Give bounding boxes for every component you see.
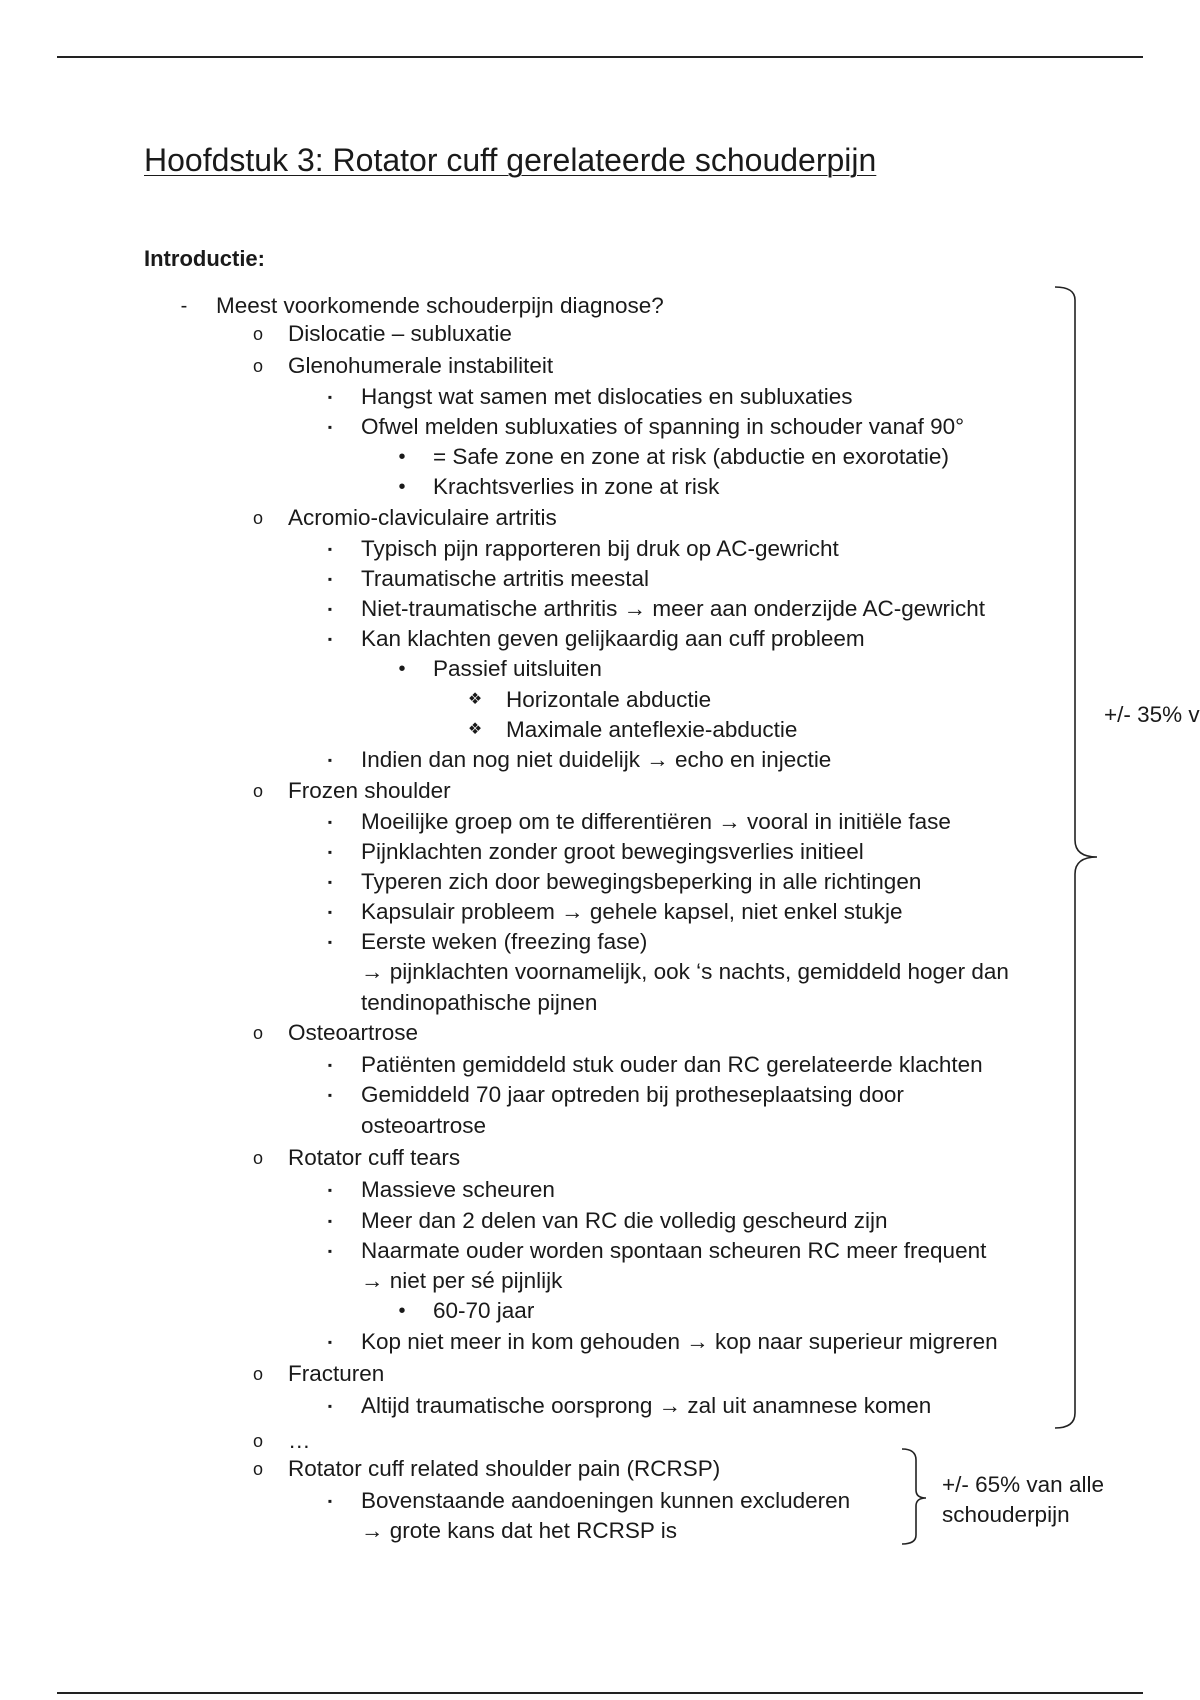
list-item: Maximale anteflexie-abductie: [506, 717, 798, 742]
list-item: Naarmate ouder worden spontaan scheuren RC meer frequent: [361, 1238, 987, 1263]
list-item: Niet-traumatische arthritis → meer aan onderzijde AC-gewricht: [361, 596, 985, 621]
square-bullet-icon: ▪: [327, 1214, 333, 1228]
list-item: = Safe zone en zone at risk (abductie en exorotatie): [433, 444, 949, 469]
list-item: Rotator cuff tears: [288, 1145, 461, 1170]
list-item: Hangst wat samen met dislocaties en subluxaties: [361, 384, 853, 409]
list-item: Frozen shoulder: [288, 778, 451, 803]
square-bullet-icon: ▪: [327, 420, 333, 434]
list-item: Horizontale abductie: [506, 687, 712, 712]
square-bullet-icon: ▪: [327, 875, 333, 889]
dot-bullet-icon: •: [398, 446, 406, 468]
list-item: Osteoartrose: [288, 1020, 419, 1045]
dot-bullet-icon: •: [398, 658, 406, 680]
list-item: Rotator cuff related shoulder pain (RCRSP): [288, 1456, 721, 1481]
list-item: Patiënten gemiddeld stuk ouder dan RC gerelateerde klachten: [361, 1052, 983, 1077]
list-item: Altijd traumatische oorsprong → zal uit anamnese komen: [361, 1393, 932, 1418]
list-item: 60-70 jaar: [433, 1298, 535, 1323]
small-brace: [902, 1449, 926, 1544]
circle-bullet-icon: o: [252, 1148, 263, 1168]
square-bullet-icon: ▪: [327, 753, 333, 767]
square-bullet-icon: ▪: [327, 1399, 333, 1413]
square-bullet-icon: ▪: [327, 390, 333, 404]
list-item: Kop niet meer in kom gehouden → kop naar superieur migreren: [361, 1329, 998, 1354]
list-item-continuation: tendinopathische pijnen: [361, 990, 598, 1015]
large-brace: [1055, 287, 1097, 1428]
list-item: Dislocatie – subluxatie: [288, 321, 512, 346]
square-bullet-icon: ▪: [327, 1335, 333, 1349]
list-item: Kapsulair probleem → gehele kapsel, niet enkel stukje: [361, 899, 903, 924]
circle-bullet-icon: o: [252, 781, 263, 801]
square-bullet-icon: ▪: [327, 1183, 333, 1197]
square-bullet-icon: ▪: [327, 542, 333, 556]
list-item: Bovenstaande aandoeningen kunnen excluderen: [361, 1488, 851, 1513]
square-bullet-icon: ▪: [327, 1494, 333, 1508]
list-item: …: [288, 1428, 311, 1453]
square-bullet-icon: ▪: [327, 935, 333, 949]
list-item: Ofwel melden subluxaties of spanning in schouder vanaf 90°: [361, 414, 965, 439]
list-item: Indien dan nog niet duidelijk → echo en injectie: [361, 747, 832, 772]
list-item: Passief uitsluiten: [433, 656, 602, 681]
dot-bullet-icon: •: [398, 1300, 406, 1322]
list-item: Glenohumerale instabiliteit: [288, 353, 554, 378]
list-item-continuation: → niet per sé pijnlijk: [361, 1268, 563, 1293]
list-item: Typeren zich door bewegingsbeperking in alle richtingen: [361, 869, 922, 894]
list-item: Pijnklachten zonder groot bewegingsverlies initieel: [361, 839, 864, 864]
circle-bullet-icon: o: [252, 1431, 263, 1451]
list-item: Traumatische artritis meestal: [361, 566, 649, 591]
list-item: Gemiddeld 70 jaar optreden bij protheseplaatsing door: [361, 1082, 904, 1107]
brace-note-65-percent-line2: schouderpijn: [942, 1502, 1070, 1527]
square-bullet-icon: ▪: [327, 1058, 333, 1072]
square-bullet-icon: ▪: [327, 602, 333, 616]
list-item: Moeilijke groep om te differentiëren → vooral in initiële fase: [361, 809, 951, 834]
square-bullet-icon: ▪: [327, 905, 333, 919]
list-item: Kan klachten geven gelijkaardig aan cuff probleem: [361, 626, 865, 651]
square-bullet-icon: ▪: [327, 572, 333, 586]
list-item: Meer dan 2 delen van RC die volledig gescheurd zijn: [361, 1208, 888, 1233]
square-bullet-icon: ▪: [327, 815, 333, 829]
diamond-bullet-icon: ❖: [467, 691, 483, 708]
circle-bullet-icon: o: [252, 356, 263, 376]
section-heading: Introductie:: [144, 246, 265, 271]
list-item: Meest voorkomende schouderpijn diagnose?: [216, 293, 664, 318]
list-item: Typisch pijn rapporteren bij druk op AC-gewricht: [361, 536, 839, 561]
dot-bullet-icon: •: [398, 476, 406, 498]
list-item-continuation: → grote kans dat het RCRSP is: [361, 1518, 677, 1543]
bottom-rule: [57, 1692, 1143, 1694]
list-item: Fracturen: [288, 1361, 385, 1386]
circle-bullet-icon: o: [252, 324, 263, 344]
diamond-bullet-icon: ❖: [467, 721, 483, 738]
square-bullet-icon: ▪: [327, 632, 333, 646]
brace-note-35-percent: +/- 35% v: [1104, 702, 1200, 727]
dash-bullet-icon: -: [180, 295, 188, 317]
list-item: Acromio-claviculaire artritis: [288, 505, 557, 530]
circle-bullet-icon: o: [252, 1459, 263, 1479]
list-item: Krachtsverlies in zone at risk: [433, 474, 720, 499]
list-item-continuation: → pijnklachten voornamelijk, ook ‘s nachts, gemiddeld hoger dan: [361, 959, 1009, 984]
list-item-continuation: osteoartrose: [361, 1113, 487, 1138]
circle-bullet-icon: o: [252, 508, 263, 528]
list-item: Massieve scheuren: [361, 1177, 555, 1202]
brace-note-65-percent-line1: +/- 65% van alle: [942, 1472, 1104, 1497]
circle-bullet-icon: o: [252, 1023, 263, 1043]
square-bullet-icon: ▪: [327, 1244, 333, 1258]
square-bullet-icon: ▪: [327, 1088, 333, 1102]
page-title: Hoofdstuk 3: Rotator cuff gerelateerde schouderpijn: [144, 142, 877, 178]
list-item: Eerste weken (freezing fase): [361, 929, 648, 954]
circle-bullet-icon: o: [252, 1364, 263, 1384]
square-bullet-icon: ▪: [327, 845, 333, 859]
